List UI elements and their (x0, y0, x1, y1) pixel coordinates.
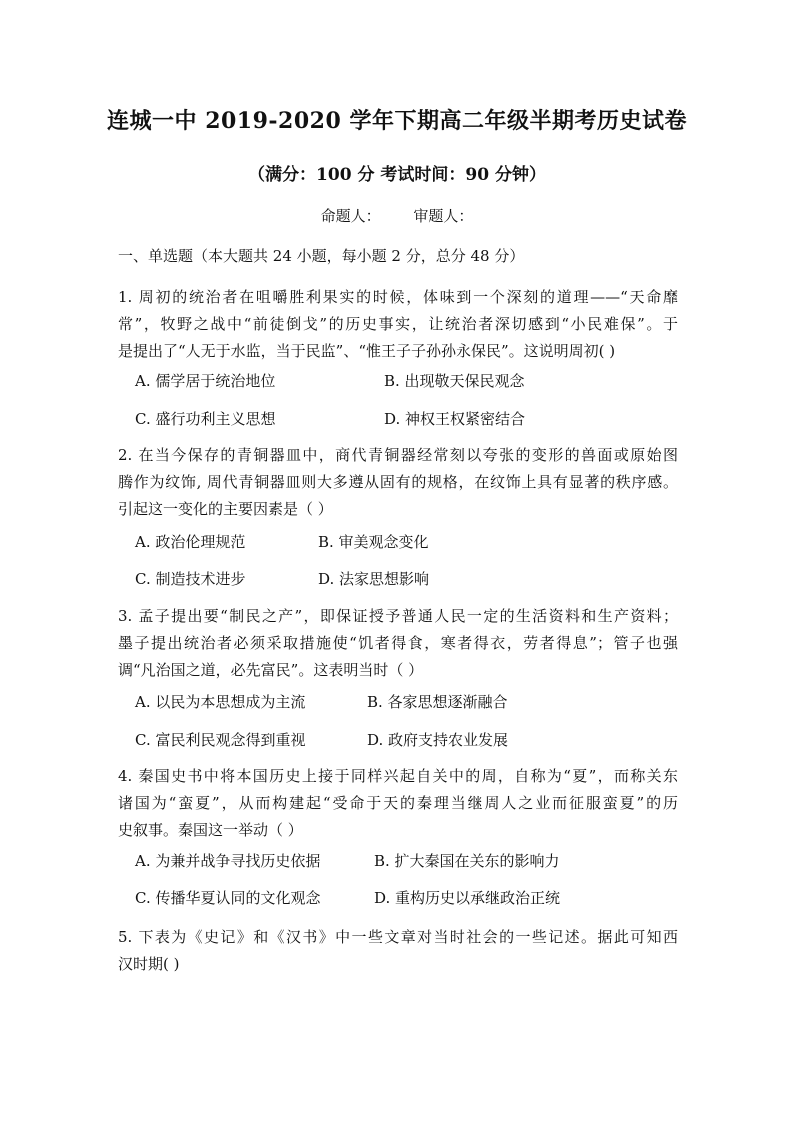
question-line: 是提出了“人无于水监，当于民监”、“惟王子子孙孙永保民”。这说明周初( ) (118, 342, 616, 360)
option-a[interactable]: A. 儒学居于统治地位 (135, 372, 276, 390)
option-d[interactable]: D. 法家思想影响 (318, 570, 430, 588)
question-line: 墨子提出统治者必须采取措施使“饥者得食，寒者得衣，劳者得息”；管子也强 (118, 634, 678, 652)
option-b[interactable]: B. 出现敬天保民观念 (384, 372, 525, 390)
option-a[interactable]: A. 为兼并战争寻找历史依据 (135, 852, 321, 870)
option-d[interactable]: D. 神权王权紧密结合 (384, 410, 526, 428)
option-b[interactable]: B. 审美观念变化 (318, 533, 429, 551)
option-c[interactable]: C. 传播华夏认同的文化观念 (135, 889, 321, 907)
question-line: 引起这一变化的主要因素是（ ） (118, 500, 333, 518)
option-c[interactable]: C. 富民利民观念得到重视 (135, 731, 306, 749)
question-2 (118, 442, 678, 523)
question-3 (118, 603, 678, 684)
question-1 (118, 284, 678, 365)
question-line: 史叙事。秦国这一举动（ ） (118, 821, 303, 839)
question-line: 腾作为纹饰, 周代青铜器皿则大多遵从固有的规格，在纹饰上具有显著的秩序感。 (118, 473, 678, 491)
option-a[interactable]: A. 政治伦理规范 (135, 533, 246, 551)
question-line: 调“凡治国之道，必先富民”。这表明当时（ ） (118, 661, 424, 679)
question-line: 1. 周初的统治者在咀嚼胜利果实的时候，体味到一个深刻的道理——“天命靡 (118, 288, 678, 306)
question-4 (118, 763, 678, 844)
question-line: 5. 下表为《史记》和《汉书》中一些文章对当时社会的一些记述。据此可知西 (118, 928, 678, 946)
option-b[interactable]: B. 扩大秦国在关东的影响力 (374, 852, 560, 870)
exam-subtitle: （满分：100 分 考试时间：90 分钟） (248, 165, 546, 185)
question-line: 3. 孟子提出要“制民之产”，即保证授予普通人民一定的生活资料和生产资料； (118, 607, 678, 625)
option-a[interactable]: A. 以民为本思想成为主流 (135, 693, 306, 711)
option-d[interactable]: D. 重构历史以承继政治正统 (374, 889, 561, 907)
question-line: 诸国为“蛮夏”，从而构建起“受命于天的秦理当继周人之业而征服蛮夏”的历 (118, 794, 678, 812)
option-c[interactable]: C. 盛行功利主义思想 (135, 410, 276, 428)
question-line: 常”，牧野之战中“前徒倒戈”的历史事实，让统治者深切感到“小民难保”。于 (118, 315, 678, 333)
exam-title: 连城一中 2019-2020 学年下期高二年级半期考历史试卷 (107, 108, 687, 134)
option-c[interactable]: C. 制造技术进步 (135, 570, 246, 588)
setter-label: 命题人： (320, 207, 381, 225)
section-heading: 一、单选题（本大题共 24 小题，每小题 2 分，总分 48 分） (118, 247, 525, 265)
question-line: 汉时期( ) (118, 955, 180, 973)
option-d[interactable]: D. 政府支持农业发展 (367, 731, 509, 749)
question-5 (118, 924, 678, 978)
author-line (0, 205, 794, 226)
option-b[interactable]: B. 各家思想逐渐融合 (367, 693, 508, 711)
question-line: 2. 在当今保存的青铜器皿中，商代青铜器经常刻以夸张的变形的兽面或原始图 (118, 446, 678, 464)
reviewer-label: 审题人： (413, 207, 474, 225)
question-line: 4. 秦国史书中将本国历史上接于同样兴起自关中的周，自称为“夏”，而称关东 (118, 767, 678, 785)
